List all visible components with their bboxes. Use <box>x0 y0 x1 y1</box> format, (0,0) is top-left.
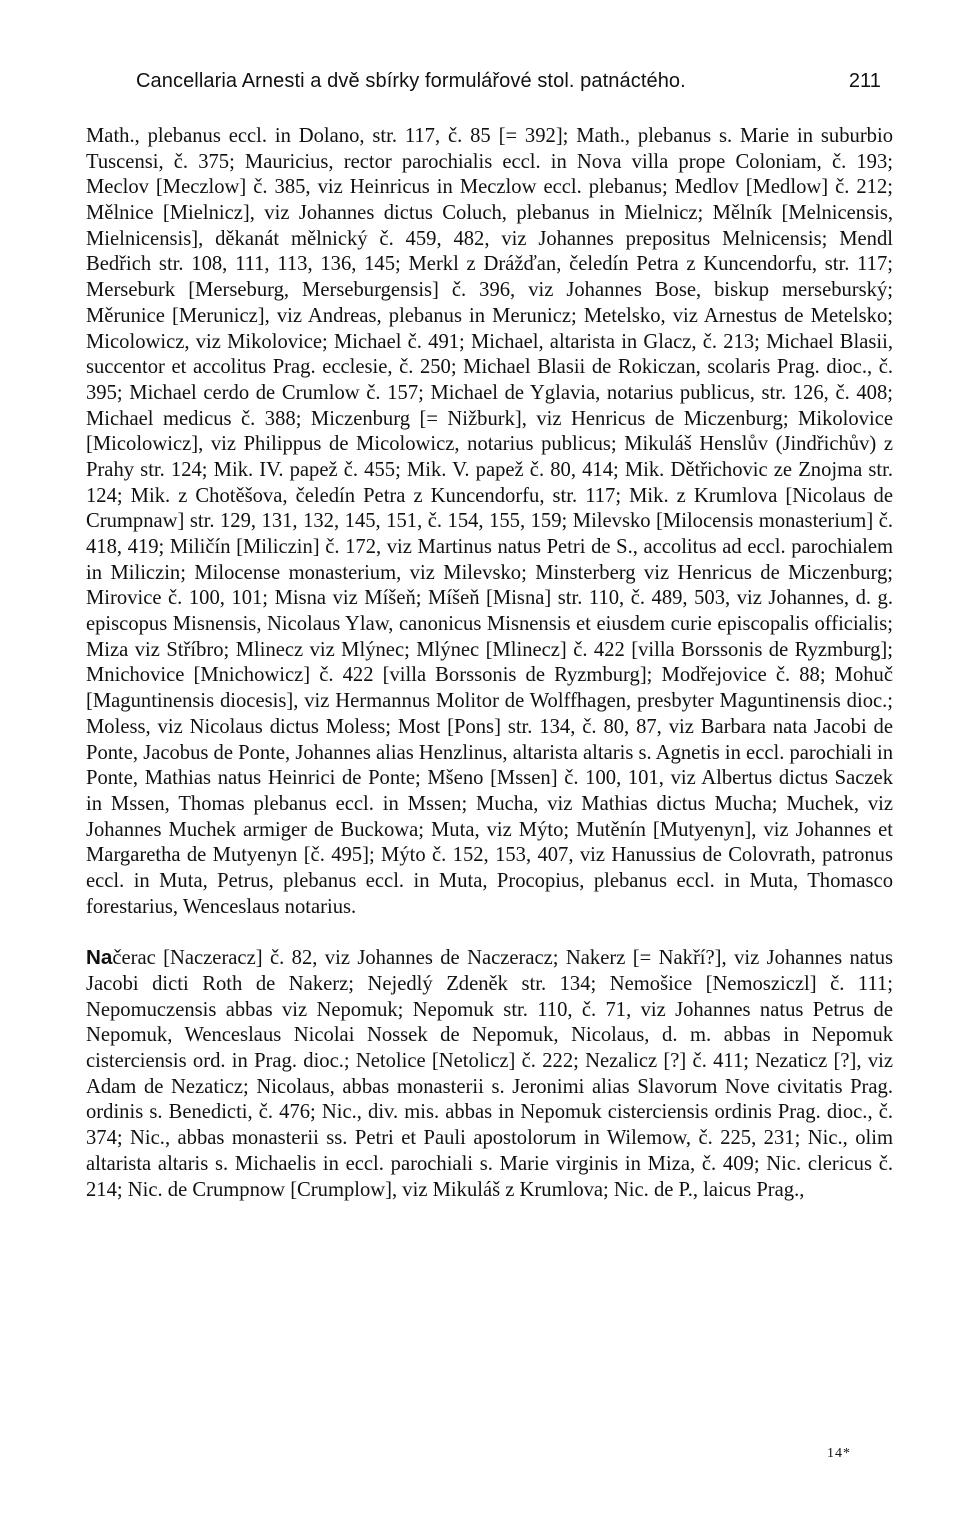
entry-initial: Na <box>86 946 113 970</box>
index-text <box>86 124 893 1203</box>
running-title: Cancellaria Arnesti a dvě sbírky formulářové stol. patnáctého. <box>136 70 686 92</box>
index-paragraph-m: Math., plebanus eccl. in Dolano, str. 117, č. 85 [= 392]; Math., plebanus s. Marie in suburbio Tuscensi, č. 375; Mauricius, rector parochialis eccl. in Nova villa prope Coloniam, č. 193; Meclov [Meczlow] č. 385, viz Heinricus in Meczlow eccl. plebanus; Medlov [Medlow] č. 212; Mělnice [Mielnicz], viz Johannes dictus Coluch, plebanus in Mielnicz; Mělník [Melnicensis, Mielnicensis], děkanát mělnický č. 459, 482, viz Johannes prepositus Melnicensis; Mendl Bedřich str. 108, 111, 113, 136, 145; Merkl z Drážďan, čeledín Petra z Kuncendorfu, str. 117; Merseburk [Merseburg, Merseburgensis] č. 396, viz Johannes Bose, biskup merseburský; Měrunice [Merunicz], viz Andreas, plebanus in Merunicz; Metelsko, viz Arnestus de Metelsko; Micolowicz, viz Mikolovice; Michael č. 491; Michael, altarista in Glacz, č. 213; Michael Blasii, succentor et accolitus Prag. ecclesie, č. 250; Michael Blasii de Rokiczan, scolaris Prag. dioc., č. 395; Michael cerdo de Crumlow č. 157; Michael de Yglavia, notarius publicus, str. 126, č. 408; Michael medicus č. 388; Miczenburg [= Nižburk], viz Henricus de Miczenburg; Mikolovice [Micolowicz], viz Philippus de Micolowicz, notarius publicus; Mikuláš Henslův (Jindřichův) z Prahy str. 124; Mik. IV. papež č. 455; Mik. V. papež č. 80, 414; Mik. Dětřichovic ze Znojma str. 124; Mik. z Chotěšova, čeledín Petra z Kuncendorfu, str. 117; Mik. z Krumlova [Nicolaus de Crumpnaw] str. 129, 131, 132, 145, 151, č. 154, 155, 159; Milevsko [Milocensis monasterium] č. 418, 419; Miličín [Miliczin] č. 172, viz Martinus natus Petri de S., accolitus ad eccl. parochialem in Miliczin; Milocense monasterium, viz Milevsko; Minsterberg viz Henricus de Miczenburg; Mirovice č. 100, 101; Misna viz Míšeň; Míšeň [Misna] str. 110, č. 489, 503, viz Johannes, d. g. episcopus Misnensis, Nicolaus Ylaw, canonicus Misnensis et eiusdem curie episcopalis officialis; Miza viz Stříbro; Mlinecz viz Mlýnec; Mlýnec [Mlinecz] č. 422 [villa Borssonis de Ryzmburg]; Mnichovice [Mnichowicz] č. 422 [villa Borssonis de Ryzmburg]; Modřejovice č. 88; Mohuč [Maguntinensis diocesis], viz Hermannus Molitor de Wolffhagen, presbyter Maguntinensis dioc.; Moless, viz Nicolaus dictus Moless; Most [Pons] str. 134, č. 80, 87, viz Barbara nata Jacobi de Ponte, Jacobus de Ponte, Johannes alias Henzlinus, altarista altaris s. Agnetis in eccl. parochiali in Ponte, Mathias natus Heinrici de Ponte; Mšeno [Mssen] č. 100, 101, viz Albertus dictus Saczek in Mssen, Thomas plebanus eccl. in Mssen; Mucha, viz Mathias dictus Mucha; Muchek, viz Johannes Muchek armiger de Buckowa; Muta, viz Mýto; Mutěnín [Mutyenyn], viz Johannes et Margaretha de Mutyenyn [č. 495]; Mýto č. 152, 153, 407, viz Hanussius de Colovrath, patronus eccl. in Muta, Petrus, plebanus eccl. in Muta, Procopius, plebanus eccl. in Muta, Thomasco forestarius, Wenceslaus notarius. <box>86 125 893 918</box>
page-number: 211 <box>848 70 881 92</box>
index-paragraph-n <box>86 945 893 1203</box>
printer-signature: 14* <box>827 1446 851 1461</box>
entry-text: čerac [Naczeracz] č. 82, viz Johannes de Naczeracz; Nakerz [= Nakří?], viz Johannes natus Jacobi dicti Roth de Nakerz; Nejedlý Zdeněk str. 134; Nemošice [Nemosziczl] č. 111; Nepomuczensis abbas viz Nepomuk; Nepomuk str. 110, č. 71, viz Johannes natus Petrus de Nepomuk, Wenceslaus Nicolai Nossek de Nepomuk, Nicolaus, d. m. abbas in Nepomuk cisterciensis ord. in Prag. dioc.; Netolice [Netolicz] č. 222; Nezalicz [?] č. 411; Nezaticz [?], viz Adam de Nezaticz; Nicolaus, abbas monasterii s. Jeronimi alias Slavorum Nove civitatis Prag. ordinis s. Benedicti, č. 476; Nic., div. mis. abbas in Nepomuk cisterciensis ordinis Prag. dioc., č. 374; Nic., abbas monasterii ss. Petri et Pauli apostolorum in Wilemow, č. 225, 231; Nic., olim altarista altaris s. Michaelis in eccl. parochiali s. Marie virginis in Miza, č. 409; Nic. clericus č. 214; Nic. de Crumpnow [Crumplow], viz Mikuláš z Krumlova; Nic. de P., laicus Prag., <box>86 947 893 1201</box>
running-head <box>136 70 881 93</box>
